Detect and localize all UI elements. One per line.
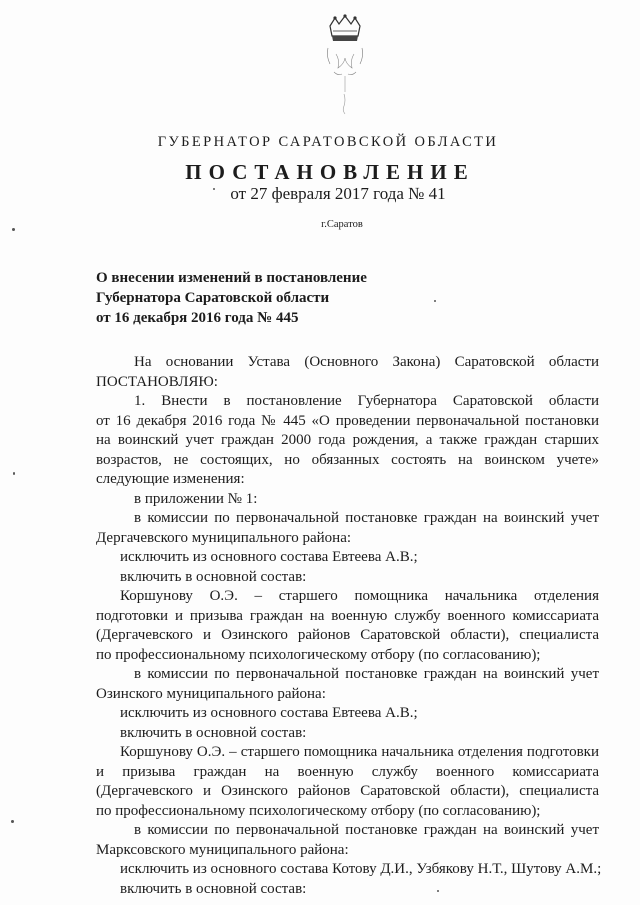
scan-speck xyxy=(213,188,215,190)
body-line: возрастов, не состоящих, но обязанных состоять на воинском учете» xyxy=(96,451,599,468)
body-line: включить в основной состав: xyxy=(120,568,307,585)
document-type-title: ПОСТАНОВЛЕНИЕ xyxy=(185,160,475,184)
document-subject xyxy=(96,268,367,328)
body-line: ПОСТАНОВЛЯЮ: xyxy=(96,373,218,390)
body-line: На основании Устава (Основного Закона) Саратовской области xyxy=(134,354,599,370)
body-line: от 16 декабря 2016 года № 445 «О проведении первоначальной постановки xyxy=(96,412,599,429)
body-line: и призыва граждан на военную службу военного комиссариата xyxy=(96,763,599,780)
document-body xyxy=(96,353,602,899)
issuing-authority: ГУБЕРНАТОР САРАТОВСКОЙ ОБЛАСТИ xyxy=(157,134,499,150)
city-label: г.Саратов xyxy=(321,219,363,230)
body-line: исключить из основного состава Евтеева А.В.; xyxy=(120,549,418,565)
scan-speck xyxy=(437,890,439,892)
body-line: по профессиональному психологическому отбору (по согласованию); xyxy=(96,802,541,819)
body-line: по профессиональному психологическому отбору (по согласованию); xyxy=(96,646,541,663)
subject-line: О внесении изменений в постановление xyxy=(96,270,367,286)
scan-speck xyxy=(13,472,15,475)
body-line: исключить из основного состава Котову Д.И., Узбякову Н.Т., Шутову А.М.; xyxy=(120,861,602,877)
scan-speck xyxy=(12,228,15,231)
body-line: включить в основной состав: xyxy=(120,724,307,741)
body-line: Озинского муниципального района: xyxy=(96,685,326,702)
subject-line: Губернатора Саратовской области xyxy=(96,290,330,306)
body-line: включить в основной состав: xyxy=(120,880,307,897)
body-line: Коршунову О.Э. – старшего помощника начальника отделения xyxy=(120,588,599,604)
body-line: Коршунову О.Э. – старшего помощника начальника отделения подготовки xyxy=(120,744,599,760)
body-line: в комиссии по первоначальной постановке граждан на воинский учет xyxy=(134,666,599,682)
body-line: на воинский учет граждан 2000 года рождения, а также граждан старших xyxy=(96,432,599,448)
body-line: подготовки и призыва граждан на военную службу военного комиссариата xyxy=(96,607,599,624)
scan-speck xyxy=(434,300,436,302)
body-line: в комиссии по первоначальной постановке граждан на воинский учет xyxy=(134,822,599,838)
body-line: следующие изменения: xyxy=(96,471,245,487)
body-line: в комиссии по первоначальной постановке граждан на воинский учет xyxy=(134,510,599,526)
crown-eagle-emblem-icon xyxy=(322,14,368,130)
body-line: 1. Внести в постановление Губернатора Саратовской области xyxy=(134,393,599,409)
body-line: в приложении № 1: xyxy=(134,490,258,507)
body-line: Дергачевского муниципального района: xyxy=(96,529,352,546)
subject-line: от 16 декабря 2016 года № 445 xyxy=(96,310,299,326)
body-line: (Дергачевского и Озинского районов Саратовской области), специалиста xyxy=(96,627,599,643)
date-and-number: от 27 февраля 2017 года № 41 xyxy=(230,184,446,203)
body-line: исключить из основного состава Евтеева А.В.; xyxy=(120,705,418,721)
body-line: (Дергачевского и Озинского районов Саратовской области), специалиста xyxy=(96,783,599,799)
scan-speck xyxy=(11,820,14,823)
body-line: Марксовского муниципального района: xyxy=(96,841,349,858)
